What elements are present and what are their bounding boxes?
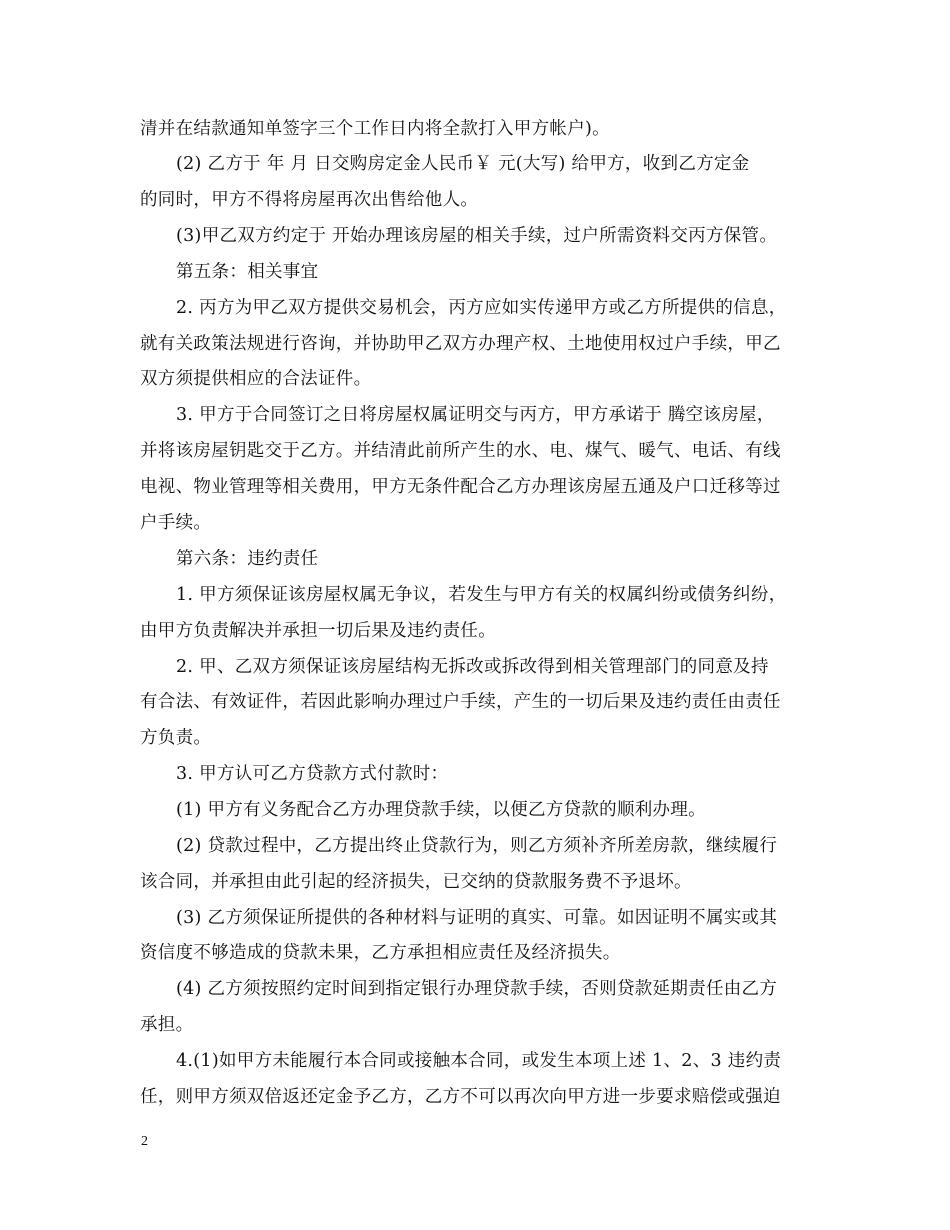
- text-line: 有合法、有效证件，若因此影响办理过户手续，产生的一切后果及违约责任由责任: [140, 692, 781, 712]
- text-line: 3. 甲方于合同签订之日将房屋权属证明交与丙方，甲方承诺于 腾空该房屋，: [176, 405, 775, 425]
- text-line: (1) 甲方有义务配合乙方办理贷款手续，以便乙方贷款的顺利办理。: [176, 800, 706, 820]
- text-line: 3. 甲方认可乙方贷款方式付款时：: [176, 764, 449, 784]
- text-line: 户手续。: [140, 513, 212, 533]
- text-line: (4) 乙方须按照约定时间到指定银行办理贷款手续，否则贷款延期责任由乙方: [176, 979, 778, 999]
- text-line: 清并在结款通知单签字三个工作日内将全款打入甲方帐户)。: [140, 119, 610, 139]
- text-line: 方负责。: [140, 728, 212, 748]
- text-line: 双方须提供相应的合法证件。: [140, 369, 372, 389]
- page-number: 2: [141, 1134, 148, 1149]
- text-line: 2. 甲、乙双方须保证该房屋结构无拆改或拆改得到相关管理部门的同意及持: [176, 657, 769, 677]
- text-line: (3)甲乙双方约定于 开始办理该房屋的相关手续，过户所需资料交丙方保管。: [176, 226, 778, 246]
- text-line: (3) 乙方须保证所提供的各种材料与证明的真实、可靠。如因证明不属实或其: [176, 908, 778, 928]
- text-line: 由甲方负责解决并承担一切后果及违约责任。: [140, 621, 496, 641]
- section-heading: 第六条：违约责任: [176, 549, 319, 569]
- text-line: 4.(1)如甲方未能履行本合同或接触本合同，或发生本项上述 1、2、3 违约责: [176, 1051, 782, 1071]
- text-line: 任，则甲方须双倍返还定金予乙方，乙方不可以再次向甲方进一步要求赔偿或强迫: [140, 1087, 781, 1107]
- text-line: (2) 贷款过程中，乙方提出终止贷款行为，则乙方须补齐所差房款，继续履行: [176, 836, 778, 856]
- text-line: 并将该房屋钥匙交于乙方。并结清此前所产生的水、电、煤气、暖气、电话、有线: [140, 441, 781, 461]
- text-line: 的同时，甲方不得将房屋再次出售给他人。: [140, 190, 479, 210]
- text-line: 电视、物业管理等相关费用，甲方无条件配合乙方办理该房屋五通及户口迁移等过: [140, 477, 781, 497]
- text-line: 就有关政策法规进行咨询，并协助甲乙双方办理产权、土地使用权过户手续，甲乙: [140, 334, 781, 354]
- text-line: 该合同，并承担由此引起的经济损失，已交纳的贷款服务费不予退坏。: [140, 872, 692, 892]
- text-line: 承担。: [140, 1015, 194, 1035]
- text-line: (2) 乙方于 年 月 日交购房定金人民币￥ 元(大写) 给甲方，收到乙方定金: [176, 154, 750, 174]
- text-line: 2. 丙方为甲乙双方提供交易机会，丙方应如实传递甲方或乙方所提供的信息，: [176, 298, 787, 318]
- text-line: 资信度不够造成的贷款未果，乙方承担相应责任及经济损失。: [140, 943, 621, 963]
- text-line: 1. 甲方须保证该房屋权属无争议，若发生与甲方有关的权属纠纷或债务纠纷，: [176, 585, 787, 605]
- section-heading: 第五条：相关事宜: [176, 262, 319, 282]
